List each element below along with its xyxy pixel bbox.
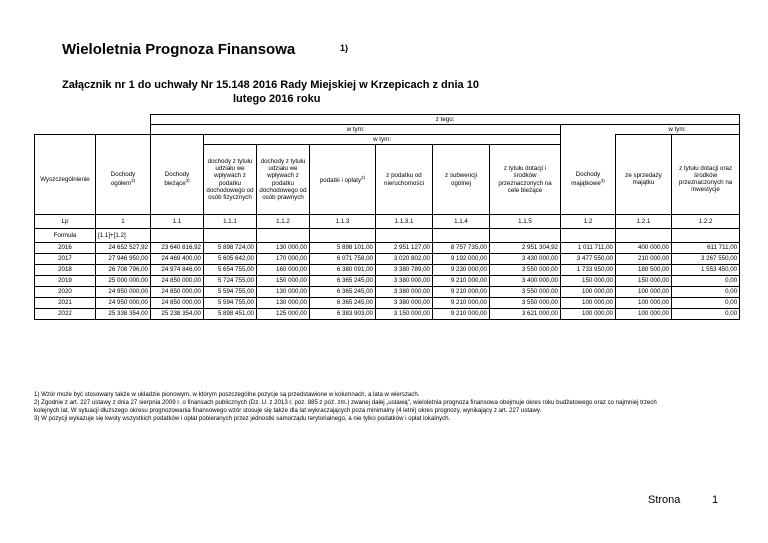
value-cell: 170 000,00: [257, 254, 310, 265]
header-dochody-ogolem: Dochody ogółem$^{3)}$: [96, 145, 151, 215]
value-cell: 6 365 245,00: [310, 287, 376, 298]
year-cell: 2017: [35, 254, 96, 265]
value-cell: 125 000,00: [257, 309, 310, 320]
value-cell: 24 950 000,00: [96, 287, 151, 298]
value-cell: 5 898 451,00: [204, 309, 257, 320]
formula-label: Formuła: [35, 229, 96, 243]
lp-row: [35, 215, 740, 229]
value-cell: 25 338 354,00: [96, 309, 151, 320]
value-cell: 0,00: [672, 298, 740, 309]
footnote-2-continued: kolejnych lat. W sytuacji dłuższego okresu prognozowania finansowego wzór stosuje się także dla lat wykraczających poza minimalny (4 letni) okres prognozy, wynikający z art. 227 ustawy.: [34, 406, 542, 414]
value-cell: 130 000,00: [257, 243, 310, 254]
value-cell: 0,00: [672, 309, 740, 320]
value-cell: 210 000,00: [616, 254, 672, 265]
value-cell: 24 850 000,00: [151, 287, 204, 298]
lp-cell: 1.1.2: [257, 215, 310, 229]
resolution-line-1: Załącznik nr 1 do uchwały Nr 15.148 2016 Rady Miejskiej w Krzepicach z dnia 10: [62, 79, 479, 91]
value-cell: 5 898 101,00: [310, 243, 376, 254]
value-cell: 0,00: [672, 287, 740, 298]
value-cell: 3 550 000,00: [490, 265, 561, 276]
lp-cell: 1.2: [561, 215, 616, 229]
page-number: 1: [712, 494, 719, 506]
value-cell: 8 757 735,00: [433, 243, 490, 254]
lp-cell: 1.1.3: [310, 215, 376, 229]
year-cell: 2022: [35, 309, 96, 320]
value-cell: 100 000,00: [561, 287, 616, 298]
value-cell: 3 477 550,00: [561, 254, 616, 265]
forecast-table: [34, 114, 740, 320]
value-cell: 24 974 846,00: [151, 265, 204, 276]
table-row: [35, 287, 740, 298]
value-cell: 25 238 354,00: [151, 309, 204, 320]
value-cell: 3 400 000,00: [490, 276, 561, 287]
header-podatki: podatki i opłaty$^{2)}$: [310, 145, 376, 215]
group-header-w-tym-majatkowe: w tym:: [616, 125, 740, 135]
value-cell: 150 000,00: [616, 276, 672, 287]
value-cell: 27 946 950,00: [96, 254, 151, 265]
value-cell: 0,00: [672, 276, 740, 287]
value-cell: 6 383 903,00: [310, 309, 376, 320]
value-cell: 5 898 724,00: [204, 243, 257, 254]
value-cell: 6 380 091,00: [310, 265, 376, 276]
header-cit: dochody z tytułu udziału we wpływach z podatku dochodowego od osób prawnych: [257, 145, 310, 215]
value-cell: 1 011 711,00: [561, 243, 616, 254]
value-cell: 9 192 000,00: [433, 254, 490, 265]
value-cell: 24 652 527,92: [96, 243, 151, 254]
lp-cell: Lp: [35, 215, 96, 229]
group-header-w-tym-sub: w tym:: [204, 135, 561, 145]
value-cell: 9 210 000,00: [433, 287, 490, 298]
value-cell: 2 951 304,92: [490, 243, 561, 254]
year-cell: 2021: [35, 298, 96, 309]
value-cell: 400 000,00: [616, 243, 672, 254]
value-cell: 6 365 245,00: [310, 298, 376, 309]
value-cell: 3 267 550,00: [672, 254, 740, 265]
value-cell: 5 594 755,00: [204, 287, 257, 298]
group-header-w-tym-biezace: w tym:: [151, 125, 561, 135]
value-cell: 24 469 400,00: [151, 254, 204, 265]
year-cell: 2020: [35, 287, 96, 298]
value-cell: 9 210 000,00: [433, 298, 490, 309]
formula-row: [35, 229, 740, 243]
header-dotacje-inwestycje: z tytułu dotacji oraz środków przeznaczonych na inwestycje: [672, 145, 740, 215]
table-row: [35, 243, 740, 254]
document-title: Wieloletnia Prognoza Finansowa: [62, 41, 296, 58]
value-cell: 26 708 796,00: [96, 265, 151, 276]
group-header-z-tego: z tego:: [151, 115, 740, 125]
header-dochody-majatkowe: Dochody majątkowe$^{3)}$: [561, 145, 616, 215]
value-cell: 100 000,00: [561, 309, 616, 320]
value-cell: 100 000,00: [561, 298, 616, 309]
value-cell: 3 380 789,00: [376, 265, 433, 276]
value-cell: 5 594 755,00: [204, 298, 257, 309]
header-dochody-biezace: Dochody bieżące$^{3)}$: [151, 145, 204, 215]
value-cell: 150 000,00: [257, 276, 310, 287]
lp-cell: 1.1.1: [204, 215, 257, 229]
footnote-3: 3) W pozycji wykazuje się kwoty wszystkich podatków i opłat pobieranych przez jednostki samorządu terytorialnego, a nie tylko podatków i opłat lokalnych.: [34, 414, 451, 422]
header-nieruchomosci: z podatku od nieruchomości: [376, 145, 433, 215]
value-cell: 6 071 758,00: [310, 254, 376, 265]
value-cell: 3 380 000,00: [376, 287, 433, 298]
page-label: Strona: [648, 494, 681, 506]
lp-cell: 1.1.4: [433, 215, 490, 229]
value-cell: 130 000,00: [257, 287, 310, 298]
value-cell: 3 550 000,00: [490, 298, 561, 309]
title-footnote-marker: 1): [340, 43, 349, 53]
value-cell: 1 553 450,00: [672, 265, 740, 276]
value-cell: 130 000,00: [257, 298, 310, 309]
value-cell: 3 150 000,00: [376, 309, 433, 320]
table-row: [35, 276, 740, 287]
lp-cell: 1.2.2: [672, 215, 740, 229]
value-cell: 9 210 000,00: [433, 309, 490, 320]
value-cell: 5 724 755,00: [204, 276, 257, 287]
lp-cell: 1.1: [151, 215, 204, 229]
lp-cell: 1.1.5: [490, 215, 561, 229]
value-cell: 9 210 000,00: [433, 276, 490, 287]
year-cell: 2019: [35, 276, 96, 287]
year-cell: 2018: [35, 265, 96, 276]
value-cell: 1 733 950,00: [561, 265, 616, 276]
value-cell: 150 000,00: [561, 276, 616, 287]
header-pit: dochody z tytułu udziału we wpływach z podatku dochodowego od osób fizycznych: [204, 145, 257, 215]
table-row: [35, 265, 740, 276]
footnote-1: 1) Wzór może być stosowany także w układzie pionowym, w którym poszczególne pozycje są przedstawione w kolumnach, a lata w wierszach.: [34, 391, 420, 398]
header-dotacje-biezace: z tytułu dotacji i środków przeznaczonych na cele bieżące: [490, 145, 561, 215]
value-cell: 3 550 000,00: [490, 287, 561, 298]
value-cell: 3 380 000,00: [376, 298, 433, 309]
value-cell: 3 430 000,00: [490, 254, 561, 265]
value-cell: 23 640 816,92: [151, 243, 204, 254]
value-cell: 100 000,00: [616, 309, 672, 320]
value-cell: 180 500,00: [616, 265, 672, 276]
table-row: [35, 298, 740, 309]
value-cell: 24 950 000,00: [96, 298, 151, 309]
lp-cell: 1.1.3.1: [376, 215, 433, 229]
lp-cell: 1: [96, 215, 151, 229]
value-cell: 9 230 000,00: [433, 265, 490, 276]
formula-cell: [1.1]+[1.2]: [96, 229, 151, 243]
lp-cell: 1.2.1: [616, 215, 672, 229]
value-cell: 3 621 000,00: [490, 309, 561, 320]
value-cell: 3 020 802,00: [376, 254, 433, 265]
resolution-line-2: lutego 2016 roku: [233, 93, 321, 105]
header-sprzedaz-majatku: ze sprzedaży majątku: [616, 145, 672, 215]
value-cell: 24 850 000,00: [151, 298, 204, 309]
table-row: [35, 309, 740, 320]
value-cell: 611 711,00: [672, 243, 740, 254]
table-row: [35, 254, 740, 265]
header-subwencja: z subwencji ogólnej: [433, 145, 490, 215]
value-cell: 100 000,00: [616, 287, 672, 298]
value-cell: 24 850 000,00: [151, 276, 204, 287]
footnote-2: 2) Zgodnie z art. 227 ustawy z dnia 27 sierpnia 2009 r. o finansach publicznych (Dz. U. z 2013 r. poz. 885 z póź. zm.) zwanej dalej „ustawą", wieloletnia prognoza finansowa obejmuje okres roku budżetowego oraz co najmniej trzech: [34, 398, 657, 406]
value-cell: 25 000 000,00: [96, 276, 151, 287]
value-cell: 6 365 245,00: [310, 276, 376, 287]
value-cell: 5 605 642,00: [204, 254, 257, 265]
value-cell: 3 380 000,00: [376, 276, 433, 287]
header-wyszczegolnienie: Wyszczególnienie: [35, 145, 96, 215]
value-cell: 5 654 755,00: [204, 265, 257, 276]
value-cell: 100 000,00: [616, 298, 672, 309]
year-cell: 2016: [35, 243, 96, 254]
footnotes: [34, 391, 739, 423]
value-cell: 2 951 127,00: [376, 243, 433, 254]
value-cell: 160 000,00: [257, 265, 310, 276]
